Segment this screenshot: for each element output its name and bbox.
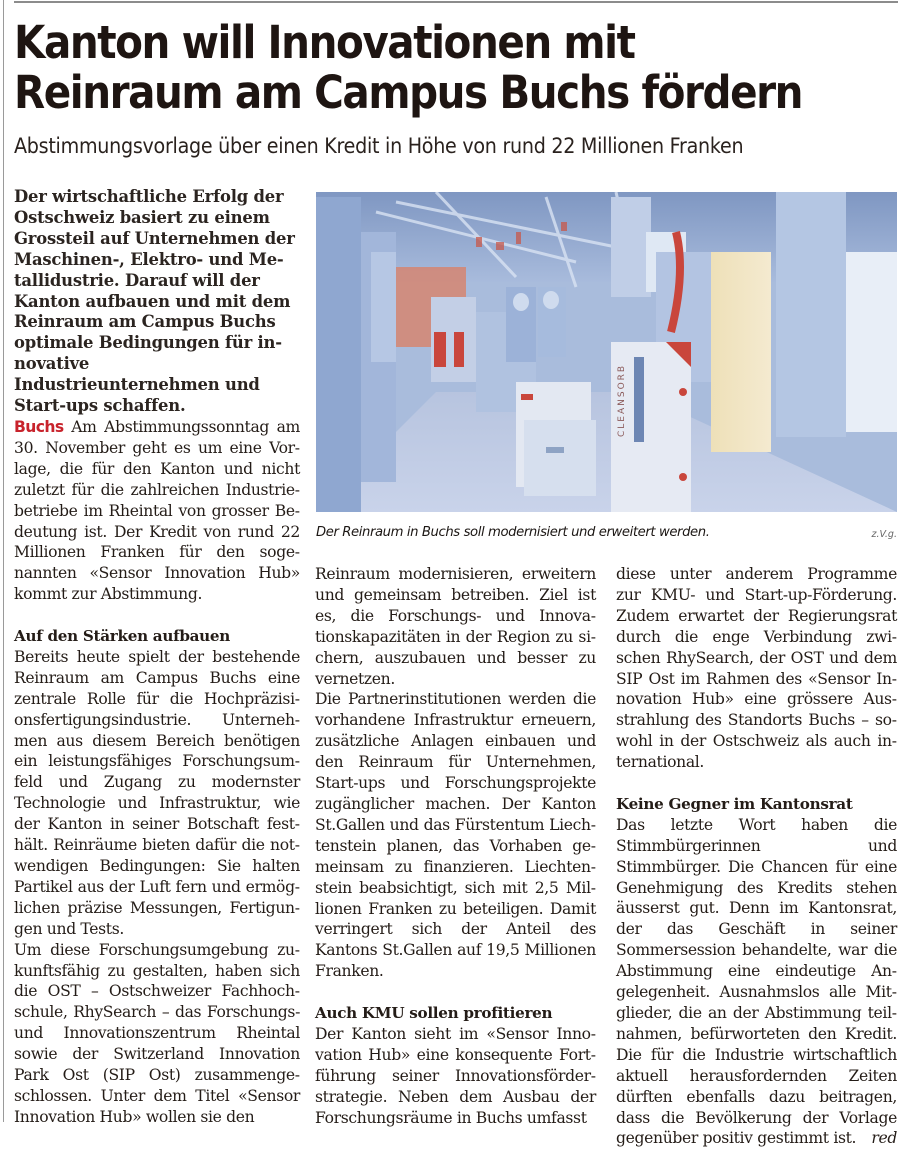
caption-text: Der Reinraum in Buchs soll modernisiert und erweitert werden.	[316, 525, 710, 540]
headline-line-2: Reinraum am Campus Buchs fördern	[14, 66, 803, 119]
spacer	[14, 605, 300, 626]
paragraph-kantonsrat-text: Das letzte Wort haben die Stimmbürgerinnen und Stimmbürger. Die Chancen für eine Genehmigung des Kredits stehen äusserst gut. Denn im Kantonsrat, der das Geschäft in seiner Sommersession behandelte, war die Abstimmung eine eindeutige Angelegenheit. Ausnahmslos alle Mitglieder, die an der Abstimmung teilnahmen, befürworteten den Kredit. Die für die Industrie wirtschaftlich aktuell herausfordernden Zeiten dürften ebenfalls dazu beitragen, dass die Bevölkerung der Vorlage gegenüber positiv gestimmt ist.	[616, 815, 897, 1148]
paragraph-kantonsrat	[616, 815, 897, 1150]
equipment-label: CLEANSORB	[617, 363, 627, 437]
paragraph-intro-text: Am Abstimmungssonntag am 30. November geht es um eine Vorlage, die für den Kanton und nicht zuletzt für die zahlreichen Industriebetriebe im Rheintal von grosser Bedeutung ist. Der Kredit von rund 22 Millionen Franken für den sogenannten «Sensor Innovation Hub» kommt zur Abstimmung.	[14, 418, 300, 604]
headline-line-1: Kanton will Innovationen mit	[14, 16, 635, 69]
paragraph-intro	[14, 417, 300, 605]
body-column-2	[315, 564, 596, 1128]
spacer	[315, 982, 596, 1003]
body-column-1	[14, 417, 300, 1128]
subheading-staerken: Auf den Stärken aufbauen	[14, 627, 231, 646]
left-column-rule	[3, 0, 4, 1122]
headline	[14, 18, 815, 118]
cleanroom-photo	[316, 192, 897, 512]
author-initials: red	[871, 1129, 897, 1148]
lead-paragraph: Der wirtschaftliche Erfolg der Ostschweiz basiert zu einem Grossteil auf Unternehmen der Maschinen-, Elektro- und Metallidustrie. Darauf will der Kanton aufbauen und mit dem Reinraum am Campus Buchs optimale Bedingungen für innovative Industrieunternehmen und Start-ups schaffen.	[14, 187, 295, 416]
paragraph-kmu: Der Kanton sieht im «Sensor Innovation Hub» eine konsequente Fortführung seiner Innovationsförderstrategie. Neben dem Ausbau der Forschungsräume in Buchs umfasst	[315, 1024, 596, 1127]
photo-caption	[316, 524, 897, 544]
body-column-3	[616, 564, 897, 1149]
spacer	[616, 773, 897, 794]
subheading-kmu: Auch KMU sollen profitieren	[315, 1004, 553, 1023]
top-rule	[14, 1, 898, 3]
paragraph-forschungsumgebung: Um diese Forschungsumgebung zukunftsfähig zu gestalten, haben sich die OST – Ostschweizer Fachhochschule, RhySearch – das Forschungs- und Innovationszentrum Rheintal sowie der Switzerland Innovation Park Ost (SIP Ost) zusammengeschlossen. Unter dem Titel «Sensor Innovation Hub» wollen sie den	[14, 940, 300, 1126]
paragraph-partnerinstitutionen: Die Partnerinstitutionen werden die vorhandene Infrastruktur erneuern, zusätzliche Anlagen einbauen und den Reinraum für Unternehmen, Start-ups und Forschungsprojekte zugänglicher machen. Der Kanton St.Gallen und das Fürstentum Liechtenstein planen, das Vorhaben gemeinsam zu finanzieren. Liechtenstein beabsichtigt, sich mit 2,5 Millionen Franken zu beteiligen. Damit verringert sich der Anteil des Kantons St.Gallen auf 19,5 Millionen Franken.	[315, 690, 596, 981]
subheading-kantonsrat: Keine Gegner im Kantonsrat	[616, 794, 853, 813]
photo-credit: z.V.g.	[871, 529, 897, 540]
paragraph-kmu-cont: diese unter anderem Programme zur KMU- und Start-up-Förderung. Zudem erwartet der Regierungsrat durch die enge Verbindung zwischen RhySearch, der OST und dem SIP Ost im Rahmen des «Sensor Innovation Hub» eine grössere Ausstrahlung des Standorts Buchs – sowohl in der Ostschweiz als auch international.	[616, 565, 897, 772]
dateline: Buchs	[14, 418, 64, 436]
paragraph-staerken: Bereits heute spielt der bestehende Reinraum am Campus Buchs eine zentrale Rolle für die Hochpräzisionsfertigungsindustrie. Unternehmen aus diesem Bereich benötigen ein leistungsfähiges Forschungsumfeld und Zugang zu modernster Technologie und Infrastruktur, wie der Kanton in seiner Botschaft festhält. Reinräume bieten dafür die notwendigen Bedingungen: Sie halten Partikel aus der Luft fern und ermöglichen präzise Messungen, Fertigungen und Tests.	[14, 647, 300, 938]
paragraph-forschungsumgebung-cont: Reinraum modernisieren, erweitern und gemeinsam betreiben. Ziel ist es, die Forschungs- und Innovationskapazitäten in der Region zu sichern, auszubauen und besser zu vernetzen.	[315, 565, 596, 688]
subheadline: Abstimmungsvorlage über einen Kredit in Höhe von rund 22 Millionen Franken	[14, 134, 744, 158]
